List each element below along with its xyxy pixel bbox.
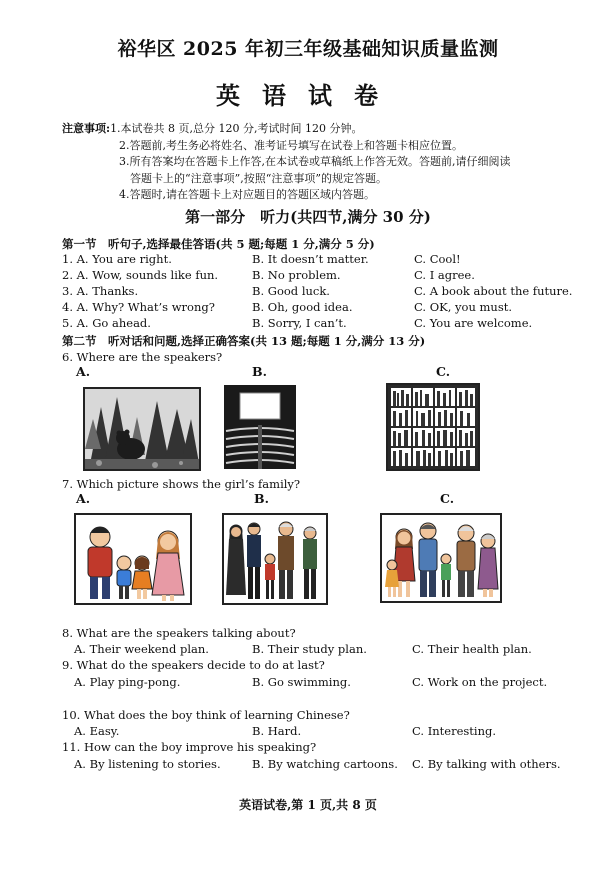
q6-picture-library bbox=[386, 383, 480, 471]
q8-option-a: A. Their weekend plan. bbox=[74, 642, 209, 656]
q10-question: 10. What does the boy think of learning Chinese? bbox=[62, 708, 350, 722]
q7-label-b: B. bbox=[254, 491, 269, 506]
bookshelf-image bbox=[388, 385, 478, 469]
q3-option-c: C. A book about the future. bbox=[414, 284, 573, 298]
q1-option-b: B. It doesn’t matter. bbox=[252, 252, 369, 266]
q9-option-a: A. Play ping-pong. bbox=[74, 675, 181, 689]
q6-question: 6. Where are the speakers? bbox=[62, 350, 223, 364]
q7-label-a: A. bbox=[76, 491, 91, 506]
family-four-image bbox=[76, 515, 190, 603]
q7-label-c: C. bbox=[440, 491, 455, 506]
notes-block bbox=[62, 121, 582, 204]
q4-option-c: C. OK, you must. bbox=[414, 300, 513, 314]
exam-subtitle: 英语试卷 bbox=[216, 81, 400, 110]
notes-label: 注意事项: bbox=[62, 122, 111, 135]
note-2: 2.答题前,考生务必将姓名、准考证号填写在试卷上和答题卡相应位置。 bbox=[119, 138, 463, 152]
cinema-image bbox=[224, 385, 296, 469]
q11-option-b: B. By watching cartoons. bbox=[252, 757, 398, 771]
q6-picture-cinema bbox=[224, 385, 296, 469]
family-six-image bbox=[382, 515, 500, 601]
q4-option-b: B. Oh, good idea. bbox=[252, 300, 353, 314]
q3-option-b: B. Good luck. bbox=[252, 284, 330, 298]
q3-option-a: 3. A. Thanks. bbox=[62, 284, 139, 298]
note-4: 4.答题时,请在答题卡上对应题目的答题区域内答题。 bbox=[119, 188, 375, 201]
page-footer: 英语试卷,第 1 页,共 8 页 bbox=[239, 798, 377, 812]
q11-question: 11. How can the boy improve his speaking? bbox=[62, 740, 317, 754]
section1-title: 第一节 听句子,选择最佳答语(共 5 题;每题 1 分,满分 5 分) bbox=[62, 237, 375, 251]
q9-option-b: B. Go swimming. bbox=[252, 675, 351, 689]
q7-picture-family-c bbox=[380, 513, 502, 603]
q2-option-a: 2. A. Wow, sounds like fun. bbox=[62, 268, 219, 282]
q5-option-a: 5. A. Go ahead. bbox=[62, 316, 151, 330]
q2-option-b: B. No problem. bbox=[252, 268, 341, 282]
q6-label-c: C. bbox=[436, 364, 451, 379]
q5-option-c: C. You are welcome. bbox=[414, 316, 533, 330]
q6-picture-forest bbox=[83, 387, 201, 471]
q8-option-c: C. Their health plan. bbox=[412, 642, 532, 656]
q6-label-a: A. bbox=[76, 364, 91, 379]
q10-option-b: B. Hard. bbox=[252, 724, 302, 738]
q5-option-b: B. Sorry, I can’t. bbox=[252, 316, 347, 330]
family-five-image bbox=[224, 515, 326, 603]
q8-question: 8. What are the speakers talking about? bbox=[62, 626, 296, 640]
q1-option-c: C. Cool! bbox=[414, 252, 461, 266]
q2-option-c: C. I agree. bbox=[414, 268, 475, 282]
q11-option-a: A. By listening to stories. bbox=[74, 757, 221, 771]
q7-picture-family-b bbox=[222, 513, 328, 605]
exam-title: 裕华区 2025 年初三年级基础知识质量监测 bbox=[117, 38, 499, 60]
note-1: 1.本试卷共 8 页,总分 120 分,考试时间 120 分钟。 bbox=[110, 122, 363, 135]
part1-title: 第一部分 听力(共四节,满分 30 分) bbox=[185, 208, 431, 226]
q10-option-c: C. Interesting. bbox=[412, 724, 497, 738]
q4-option-a: 4. A. Why? What’s wrong? bbox=[62, 300, 215, 314]
note-3: 3.所有答案均在答题卡上作答,在本试卷或草稿纸上作答无效。答题前,请仔细阅读 bbox=[119, 155, 511, 168]
q9-option-c: C. Work on the project. bbox=[412, 675, 548, 689]
q1-option-a: 1. A. You are right. bbox=[62, 252, 172, 266]
note-3-cont: 答题卡上的“注意事项”,按照“注意事项”的规定答题。 bbox=[130, 171, 387, 185]
q11-option-c: C. By talking with others. bbox=[412, 757, 561, 771]
section2-title: 第二节 听对话和问题,选择正确答案(共 13 题;每题 1 分,满分 13 分) bbox=[62, 334, 426, 348]
q8-option-b: B. Their study plan. bbox=[252, 642, 367, 656]
forest-bear-image bbox=[85, 389, 199, 469]
q6-label-b: B. bbox=[252, 364, 267, 379]
q7-question: 7. Which picture shows the girl’s family? bbox=[62, 477, 301, 491]
q10-option-a: A. Easy. bbox=[74, 724, 120, 738]
q9-question: 9. What do the speakers decide to do at last? bbox=[62, 658, 325, 672]
q7-picture-family-a bbox=[74, 513, 192, 605]
